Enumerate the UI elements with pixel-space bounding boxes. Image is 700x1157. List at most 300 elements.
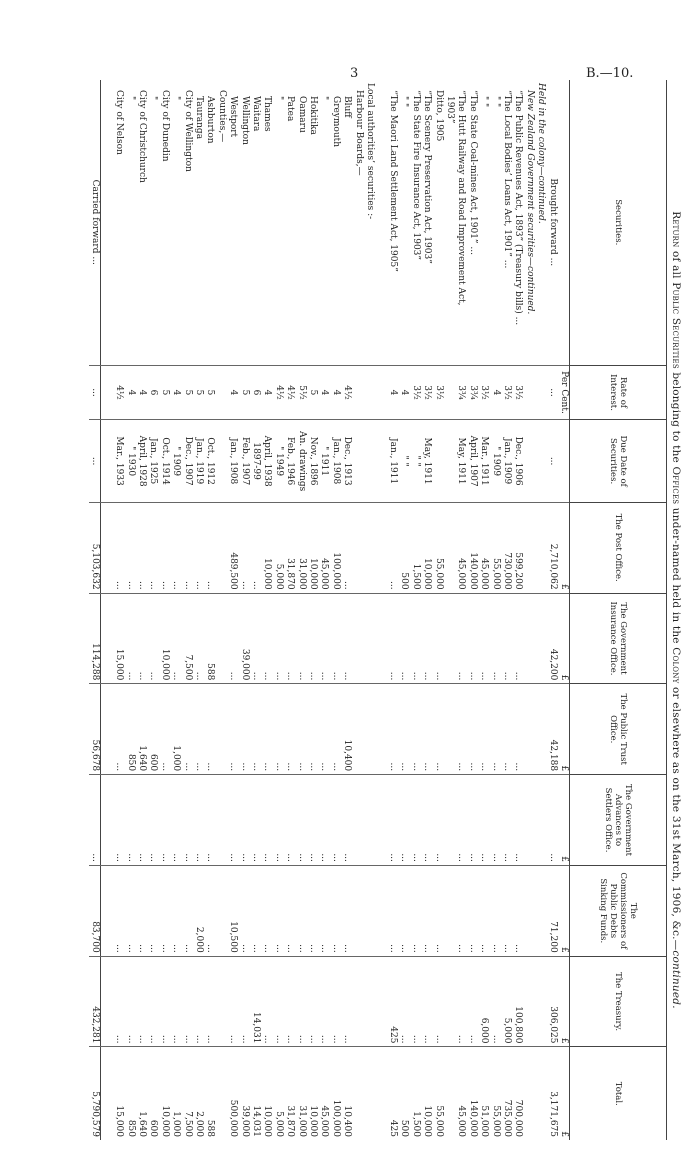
advances-cell: ... [546, 775, 557, 866]
treasury-cell [215, 956, 226, 1047]
treasury-cell: ... [455, 956, 466, 1047]
post-office-cell: ... [193, 502, 204, 593]
total-cell: 39,000 [238, 1047, 249, 1140]
security-label: Ashburton [205, 96, 216, 144]
due-date-cell: Dec., 1907 [181, 420, 192, 502]
public-trust-cell: ... [284, 684, 295, 775]
carried-forward-due-date: ... [89, 420, 101, 502]
security-label: City of Nelson [114, 90, 125, 155]
public-trust-cell: ... [158, 684, 169, 775]
rate-cell: 5 [181, 365, 192, 420]
treasury-cell: ... [158, 956, 169, 1047]
table-header-row [570, 80, 667, 1140]
public-trust-cell: ... [227, 684, 238, 775]
advances-cell [375, 775, 386, 866]
sinking-funds-cell: 10,500 [227, 865, 238, 956]
public-trust-cell: ... [466, 684, 477, 775]
post-office-cell: ... [170, 502, 181, 593]
post-office-cell: 10,000 [307, 502, 318, 593]
due-date-cell: April, 1907 [466, 420, 477, 502]
treasury-cell: ... [398, 956, 409, 1047]
sinking-funds-cell: ... [478, 865, 489, 956]
table-row [318, 80, 329, 1140]
due-date-cell: " " [409, 420, 420, 502]
header-post-office: The Post Office. [570, 502, 667, 593]
total-cell: 10,000 [261, 1047, 272, 1140]
table-row [512, 80, 523, 1140]
due-date-cell: Jan., 1908 [329, 420, 340, 502]
rate-cell: 3½ [432, 365, 443, 420]
treasury-cell: ... [284, 956, 295, 1047]
advances-cell: ... [398, 775, 409, 866]
total-cell: 10,000 [158, 1047, 169, 1140]
treasury-cell: 6,000 [478, 956, 489, 1047]
rate-cell: 3½ [512, 365, 523, 420]
public-trust-cell: ... [455, 684, 466, 775]
treasury-cell: ... [432, 956, 443, 1047]
advances-cell: ... [284, 775, 295, 866]
sinking-funds-cell: ... [512, 865, 523, 956]
table-row [124, 80, 135, 1140]
post-office-cell: £ [558, 502, 570, 593]
advances-cell: ... [512, 775, 523, 866]
advances-cell [523, 775, 534, 866]
insurance-cell: ... [478, 593, 489, 684]
rate-cell [535, 365, 546, 420]
public-trust-cell: ... [478, 684, 489, 775]
insurance-cell [523, 593, 534, 684]
total-cell: 10,000 [307, 1047, 318, 1140]
treasury-cell: ... [421, 956, 432, 1047]
post-office-cell: 55,000 [489, 502, 500, 593]
public-trust-cell: ... [204, 684, 215, 775]
insurance-cell: ... [489, 593, 500, 684]
treasury-cell: ... [181, 956, 192, 1047]
treasury-cell [352, 956, 363, 1047]
carried-forward-public-trust: 56,678 [89, 684, 101, 775]
sinking-funds-cell: ... [341, 865, 352, 956]
due-date-cell: Mar., 1933 [113, 420, 124, 502]
total-cell [101, 1047, 113, 1140]
due-date-cell: Jan., 1911 [387, 420, 398, 502]
total-cell: 5,000 [272, 1047, 283, 1140]
total-cell: 1,000 [170, 1047, 181, 1140]
post-office-cell: 31,870 [284, 502, 295, 593]
post-office-cell: ... [147, 502, 158, 593]
due-date-cell: " 1909 [489, 420, 500, 502]
total-cell: 10,400 [341, 1047, 352, 1140]
table-row [466, 80, 477, 1140]
insurance-cell: ... [227, 593, 238, 684]
table-row [307, 80, 318, 1140]
security-label: “The Public Revenues Act, 1893” (Treasury bills) ... [513, 90, 524, 326]
due-date-cell: " 1949 [272, 420, 283, 502]
post-office-cell: 599,200 [512, 502, 523, 593]
rotated-return-table [25, 80, 685, 1140]
total-cell: 588 [204, 1047, 215, 1140]
rate-cell: 4 [170, 365, 181, 420]
security-label: " " [399, 96, 410, 108]
public-trust-cell [375, 684, 386, 775]
sinking-funds-cell [364, 865, 375, 956]
advances-cell: ... [272, 775, 283, 866]
public-trust-cell: ... [512, 684, 523, 775]
advances-cell: ... [466, 775, 477, 866]
table-row [295, 80, 306, 1140]
due-date-cell: May, 1911 [455, 420, 466, 502]
table-row [272, 80, 283, 1140]
post-office-cell: 489,500 [227, 502, 238, 593]
public-trust-cell [444, 684, 455, 775]
public-trust-cell [535, 684, 546, 775]
insurance-cell: ... [318, 593, 329, 684]
total-cell: 425 [387, 1047, 398, 1140]
advances-cell: ... [147, 775, 158, 866]
sinking-funds-cell: ... [295, 865, 306, 956]
carried-forward-row [89, 80, 101, 1140]
sinking-funds-cell: ... [181, 865, 192, 956]
public-trust-cell: ... [387, 684, 398, 775]
sinking-funds-cell: ... [272, 865, 283, 956]
rate-cell: 5 [193, 365, 204, 420]
treasury-cell: ... [261, 956, 272, 1047]
total-cell [523, 1047, 534, 1140]
total-cell: 500 [398, 1047, 409, 1140]
post-office-cell: ... [124, 502, 135, 593]
table-row [444, 80, 455, 1140]
public-trust-cell: ... [113, 684, 124, 775]
public-trust-cell: ... [398, 684, 409, 775]
security-label: “The Scenery Preservation Act, 1903” [422, 90, 433, 264]
security-label [375, 80, 386, 365]
due-date-cell: Jan., 1925 [147, 420, 158, 502]
security-label: “The Local Bodies’ Loans Act, 1901” ... [501, 90, 512, 269]
total-cell: 2,000 [193, 1047, 204, 1140]
due-date-cell: Feb., 1907 [238, 420, 249, 502]
advances-cell: ... [409, 775, 420, 866]
treasury-cell: ... [113, 956, 124, 1047]
total-cell [364, 1047, 375, 1140]
post-office-cell: ... [341, 502, 352, 593]
sinking-funds-cell: 71,200 [546, 865, 557, 956]
due-date-cell: " 1911 [318, 420, 329, 502]
insurance-cell: £ [558, 593, 570, 684]
sinking-funds-cell: ... [409, 865, 420, 956]
public-trust-cell: 850 [124, 684, 135, 775]
insurance-cell: ... [501, 593, 512, 684]
sinking-funds-cell: 2,000 [193, 865, 204, 956]
insurance-cell [375, 593, 386, 684]
post-office-cell: 730,000 [501, 502, 512, 593]
security-label: Waitara [251, 96, 262, 132]
advances-cell [444, 775, 455, 866]
advances-cell: ... [181, 775, 192, 866]
sinking-funds-cell [215, 865, 226, 956]
advances-cell: ... [478, 775, 489, 866]
security-label: City of Christchurch [136, 90, 147, 183]
public-trust-cell [352, 684, 363, 775]
carried-forward-label: Carried forward ... [89, 80, 101, 365]
post-office-cell: 45,000 [455, 502, 466, 593]
public-trust-cell: 600 [147, 684, 158, 775]
due-date-cell: 1897-99 [250, 420, 261, 502]
total-cell: 7,500 [181, 1047, 192, 1140]
document-reference: B.—10. [586, 66, 634, 81]
insurance-cell [215, 593, 226, 684]
header-insurance-office: The Government Insurance Office. [570, 593, 667, 684]
insurance-cell: ... [124, 593, 135, 684]
rate-cell: 4 [261, 365, 272, 420]
sinking-funds-cell: ... [238, 865, 249, 956]
security-label: Counties,— [216, 90, 227, 143]
table-row [170, 80, 181, 1140]
sinking-funds-cell: ... [250, 865, 261, 956]
insurance-cell [352, 593, 363, 684]
advances-cell: ... [318, 775, 329, 866]
treasury-cell: ... [295, 956, 306, 1047]
security-label: Local authorities’ securities :- [365, 83, 376, 220]
sinking-funds-cell [352, 865, 363, 956]
security-label: Westport [228, 96, 239, 138]
post-office-cell: 5,000 [272, 502, 283, 593]
header-public-trust: The Public Trust Office. [570, 684, 667, 775]
rate-cell [375, 365, 386, 420]
table-row [432, 80, 443, 1140]
post-office-cell [535, 502, 546, 593]
due-date-cell: Jan., 1908 [227, 420, 238, 502]
insurance-cell [535, 593, 546, 684]
table-row [455, 80, 466, 1140]
advances-cell: £ [558, 775, 570, 866]
public-trust-cell: ... [409, 684, 420, 775]
due-date-cell [535, 420, 546, 502]
treasury-cell [535, 956, 546, 1047]
table-row [193, 80, 204, 1140]
sinking-funds-cell: ... [147, 865, 158, 956]
due-date-cell [375, 420, 386, 502]
total-cell: 10,000 [421, 1047, 432, 1140]
due-date-cell [352, 420, 363, 502]
advances-cell [352, 775, 363, 866]
public-trust-cell: ... [295, 684, 306, 775]
due-date-cell: April, 1938 [261, 420, 272, 502]
treasury-cell: ... [318, 956, 329, 1047]
due-date-cell [432, 420, 443, 502]
rate-cell: 4½ [284, 365, 295, 420]
sinking-funds-cell: ... [124, 865, 135, 956]
table-row [546, 80, 557, 1140]
rate-cell: 4 [136, 365, 147, 420]
treasury-cell: ... [466, 956, 477, 1047]
rate-cell: 3¾ [466, 365, 477, 420]
advances-cell [364, 775, 375, 866]
sinking-funds-cell: ... [284, 865, 295, 956]
sinking-funds-cell: ... [329, 865, 340, 956]
header-due-date: Due Date of Securities. [570, 420, 667, 502]
security-label: “The Hutt Railway and Road Improvement Act, [456, 90, 467, 306]
advances-cell: ... [501, 775, 512, 866]
sinking-funds-cell: ... [455, 865, 466, 956]
table-row [158, 80, 169, 1140]
insurance-cell [101, 593, 113, 684]
advances-cell: ... [295, 775, 306, 866]
total-cell: 31,000 [295, 1047, 306, 1140]
table-row [489, 80, 500, 1140]
post-office-cell: 140,000 [466, 502, 477, 593]
table-row [261, 80, 272, 1140]
treasury-cell [101, 956, 113, 1047]
rate-cell: 4½ [341, 365, 352, 420]
public-trust-cell: 10,400 [341, 684, 352, 775]
page-number: 3 [350, 66, 359, 81]
treasury-cell: ... [272, 956, 283, 1047]
public-trust-cell: ... [238, 684, 249, 775]
insurance-cell: 39,000 [238, 593, 249, 684]
due-date-cell: " 1909 [170, 420, 181, 502]
page-title: Return of all Public Securities belonging to the Offices under-named held in the Colony or elsewhere as on the 31st March, 1906, &c.—continued. [670, 211, 682, 1009]
sinking-funds-cell: ... [261, 865, 272, 956]
due-date-cell: Dec., 1913 [341, 420, 352, 502]
rate-cell: 6 [250, 365, 261, 420]
treasury-cell: ... [329, 956, 340, 1047]
treasury-cell: 425 [387, 956, 398, 1047]
rate-cell: 5 [204, 365, 215, 420]
treasury-cell: ... [409, 956, 420, 1047]
due-date-cell: Oct., 1914 [158, 420, 169, 502]
advances-cell: ... [250, 775, 261, 866]
post-office-cell: ... [387, 502, 398, 593]
insurance-cell: ... [284, 593, 295, 684]
rate-cell: 3½ [409, 365, 420, 420]
insurance-cell: ... [421, 593, 432, 684]
rate-cell: 5½ [295, 365, 306, 420]
header-total: Total. [570, 1047, 667, 1140]
insurance-cell: ... [466, 593, 477, 684]
treasury-cell: ... [238, 956, 249, 1047]
post-office-cell [523, 502, 534, 593]
post-office-cell [444, 502, 455, 593]
treasury-cell [523, 956, 534, 1047]
treasury-cell [375, 956, 386, 1047]
due-date-cell: Jan., 1909 [501, 420, 512, 502]
table-row [113, 80, 124, 1140]
total-cell: 55,000 [432, 1047, 443, 1140]
due-date-cell: Dec., 1906 [512, 420, 523, 502]
insurance-cell [364, 593, 375, 684]
post-office-cell: ... [238, 502, 249, 593]
rate-cell: 5 [158, 365, 169, 420]
security-label [558, 80, 570, 365]
insurance-cell: ... [170, 593, 181, 684]
rate-cell: 4 [124, 365, 135, 420]
advances-cell: ... [170, 775, 181, 866]
treasury-cell: ... [307, 956, 318, 1047]
advances-cell: ... [261, 775, 272, 866]
post-office-cell: 500 [398, 502, 409, 593]
rate-cell: 5 [238, 365, 249, 420]
post-office-cell: 55,000 [432, 502, 443, 593]
header-advances-office: The Government Advances to Settlers Office. [570, 775, 667, 866]
total-cell [215, 1047, 226, 1140]
sinking-funds-cell: ... [204, 865, 215, 956]
due-date-cell: May, 1911 [421, 420, 432, 502]
total-cell: £ [558, 1047, 570, 1140]
advances-cell: ... [113, 775, 124, 866]
insurance-cell: ... [136, 593, 147, 684]
insurance-cell: ... [329, 593, 340, 684]
rate-cell: 6 [147, 365, 158, 420]
public-trust-cell [101, 684, 113, 775]
rate-cell: 4½ [113, 365, 124, 420]
table-row [535, 80, 546, 1140]
advances-cell: ... [227, 775, 238, 866]
security-label: Harbour Boards,— [353, 90, 364, 176]
sinking-funds-cell: ... [307, 865, 318, 956]
treasury-cell: 14,031 [250, 956, 261, 1047]
treasury-cell: ... [136, 956, 147, 1047]
total-cell: 700,000 [512, 1047, 523, 1140]
security-label: " " [490, 96, 501, 108]
sinking-funds-cell: ... [432, 865, 443, 956]
security-label: Ditto, 1905 [433, 90, 444, 142]
due-date-cell: Jan., 1919 [193, 420, 204, 502]
table-row [147, 80, 158, 1140]
post-office-cell: ... [250, 502, 261, 593]
insurance-cell: 7,500 [181, 593, 192, 684]
carried-forward-sinking-funds: 83,700 [89, 865, 101, 956]
sinking-funds-cell [535, 865, 546, 956]
treasury-cell: 100,800 [512, 956, 523, 1047]
table-row [478, 80, 489, 1140]
header-sinking-funds: The Commissioners of Public Debts Sinking Funds. [570, 865, 667, 956]
post-office-cell: ... [181, 502, 192, 593]
rate-cell: ... [546, 365, 557, 420]
treasury-cell: ... [204, 956, 215, 1047]
insurance-cell: ... [432, 593, 443, 684]
header-treasury: The Treasury. [570, 956, 667, 1047]
rate-cell [352, 365, 363, 420]
post-office-cell: ... [158, 502, 169, 593]
carried-forward-advances: ... [89, 775, 101, 866]
public-trust-cell [364, 684, 375, 775]
post-office-cell [352, 502, 363, 593]
header-securities: Securities. [570, 80, 667, 365]
advances-cell [101, 775, 113, 866]
advances-cell: ... [136, 775, 147, 866]
insurance-cell: ... [341, 593, 352, 684]
rate-cell: 4 [489, 365, 500, 420]
rate-cell: Per Cent. [558, 365, 570, 420]
total-cell [535, 1047, 546, 1140]
sinking-funds-cell: ... [421, 865, 432, 956]
advances-cell: ... [158, 775, 169, 866]
carried-forward-treasury: 432,281 [89, 956, 101, 1047]
sinking-funds-cell: ... [501, 865, 512, 956]
header-rate: Rate of Interest. [570, 365, 667, 420]
due-date-cell [523, 420, 534, 502]
rate-cell [444, 365, 455, 420]
total-cell: 14,031 [250, 1047, 261, 1140]
security-label: “The State Coal-mines Act, 1901” ... [467, 90, 478, 255]
public-trust-cell: ... [250, 684, 261, 775]
sinking-funds-cell [375, 865, 386, 956]
security-label: " [148, 96, 159, 101]
security-label: Oamaru [296, 96, 307, 133]
due-date-cell: An. drawings [295, 420, 306, 502]
public-trust-cell: ... [193, 684, 204, 775]
post-office-cell: 2,710,062 [546, 502, 557, 593]
post-office-cell: ... [136, 502, 147, 593]
